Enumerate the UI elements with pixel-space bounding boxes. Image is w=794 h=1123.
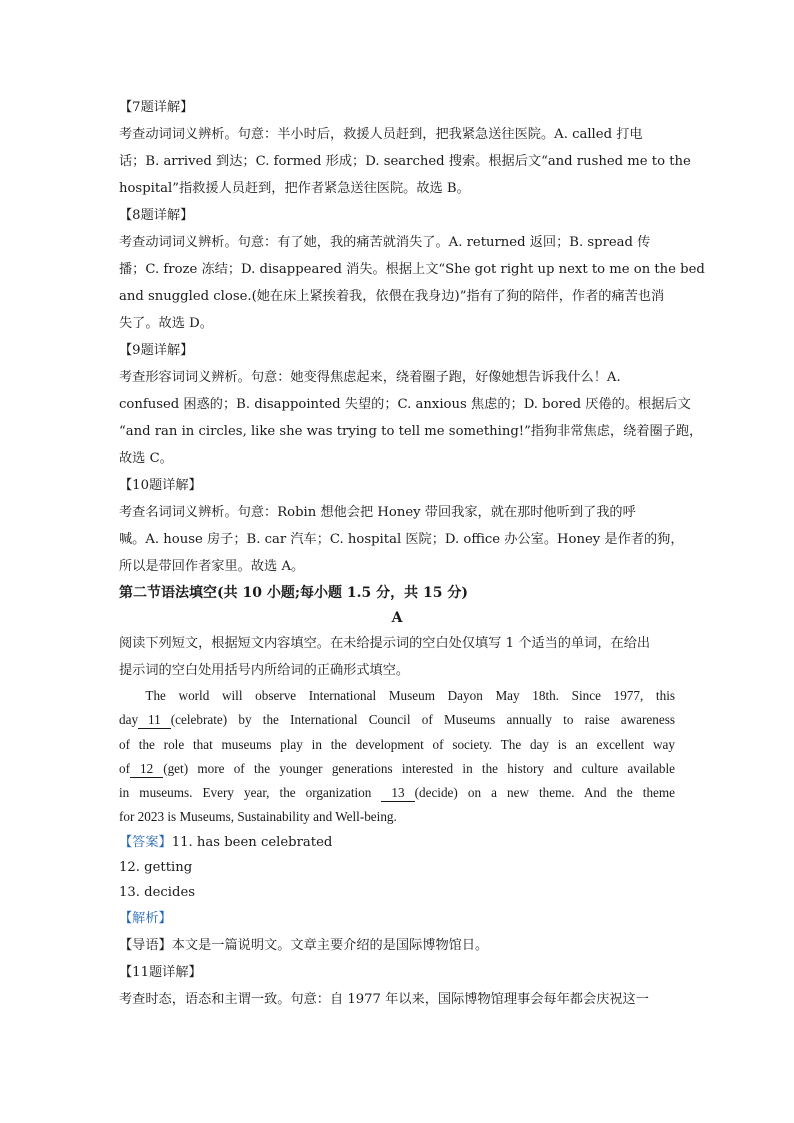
document-page — [119, 94, 705, 1013]
q7-line-1: 考查动词词义辨析。句意：半小时后，救援人员赶到，把我紧急送往医院。A. called 打电 — [119, 127, 643, 142]
q10-line-1: 考查名词词义辨析。句意：Robin 想他会把 Honey 带回我家，就在那时他听到了我的呼 — [119, 505, 636, 520]
instructions-line-1: 阅读下列短文，根据短文内容填空。在未给提示词的空白处仅填写 1 个适当的单词，在给出 — [119, 636, 651, 651]
answer-label: 【答案】 — [119, 834, 172, 850]
q9-line-3: “and ran in circles, like she was trying to tell me something!”指狗非常焦虑，绕着圈子跑， — [119, 424, 703, 439]
answer-12: 12. getting — [119, 859, 193, 875]
passage-text: in museums. Every year, the organization — [119, 785, 372, 801]
passage-text: (celebrate) by the International Council of Museums annually to raise awareness — [170, 712, 675, 728]
q10-heading: 【10题详解】 — [119, 478, 202, 493]
q8-line-2: 播；C. froze 冻结；D. disappeared 消失。根据上文“She got right up next to me on the bed — [119, 262, 705, 277]
blank-13: 13 — [381, 784, 414, 802]
blank-12: 12 — [130, 760, 163, 778]
q11-line-1: 考查时态，语态和主谓一致。句意：自 1977 年以来，国际博物馆理事会每年都会庆祝这一 — [119, 991, 649, 1007]
passage-line-2 — [119, 708, 675, 732]
guide-line — [119, 932, 675, 959]
answer-line-11 — [119, 830, 675, 855]
q9-line-4: 故选 C。 — [119, 451, 173, 466]
cloze-passage — [119, 684, 675, 830]
instructions-line-2: 提示词的空白处用括号内所给词的正确形式填空。 — [119, 663, 410, 678]
q8-line-1: 考查动词词义辨析。句意：有了她，我的痛苦就消失了。A. returned 返回；B. spread 传 — [119, 235, 651, 250]
q9-line-2: confused 困惑的；B. disappointed 失望的；C. anxious 焦虑的；D. bored 厌倦的。根据后文 — [119, 397, 691, 412]
q7-heading: 【7题详解】 — [119, 100, 194, 115]
passage-line-5 — [119, 781, 675, 805]
q10-line-2: 喊。A. house 房子；B. car 汽车；C. hospital 医院；D. office 办公室。Honey 是作者的狗， — [119, 532, 684, 547]
q7-line-3: hospital”指救援人员赶到，把作者紧急送往医院。故选 B。 — [119, 181, 470, 196]
q10-line-3: 所以是带回作者家里。故选 A。 — [119, 559, 305, 574]
q11-heading: 【11题详解】 — [119, 964, 202, 980]
answer-11: 11. has been celebrated — [171, 834, 333, 850]
passage-text: day — [119, 712, 139, 728]
answer-13: 13. decides — [119, 884, 196, 900]
part-label: A — [391, 610, 403, 626]
q7-line-2: 话；B. arrived 到达；C. formed 形成；D. searched 搜索。根据后文“and rushed me to the — [119, 154, 691, 169]
analysis-label: 【解析】 — [119, 910, 172, 926]
passage-text: (decide) on a new theme. And the theme — [414, 785, 676, 801]
passage-text: of — [119, 760, 130, 776]
passage-line-1: The world will observe International Museum Dayon May 18th. Since 1977, this — [145, 688, 675, 703]
guide-label: 【导语】 — [119, 937, 172, 953]
q8-line-3: and snuggled close.(她在床上紧挨着我，依偎在我身边)”指有了狗的陪伴，作者的痛苦也消 — [119, 289, 665, 304]
passage-line-4 — [119, 757, 675, 781]
passage-line-3: of the role that museums play in the development of society. The day is an excellent way — [119, 736, 675, 752]
q8-heading: 【8题详解】 — [119, 208, 194, 223]
guide-text: 本文是一篇说明文。文章主要介绍的是国际博物馆日。 — [171, 937, 489, 953]
passage-text: (get) more of the younger generations interested in the history and culture available — [163, 760, 675, 776]
q9-line-1: 考查形容词词义辨析。句意：她变得焦虑起来，绕着圈子跑，好像她想告诉我什么！A. — [119, 370, 621, 385]
q8-line-4: 失了。故选 D。 — [119, 316, 213, 331]
section-title: 第二节语法填空(共 10 小题;每小题 1.5 分，共 15 分) — [119, 585, 468, 601]
passage-line-6: for 2023 is Museums, Sustainability and Well-being. — [119, 809, 397, 825]
q9-heading: 【9题详解】 — [119, 343, 194, 358]
blank-11: 11 — [138, 711, 171, 729]
